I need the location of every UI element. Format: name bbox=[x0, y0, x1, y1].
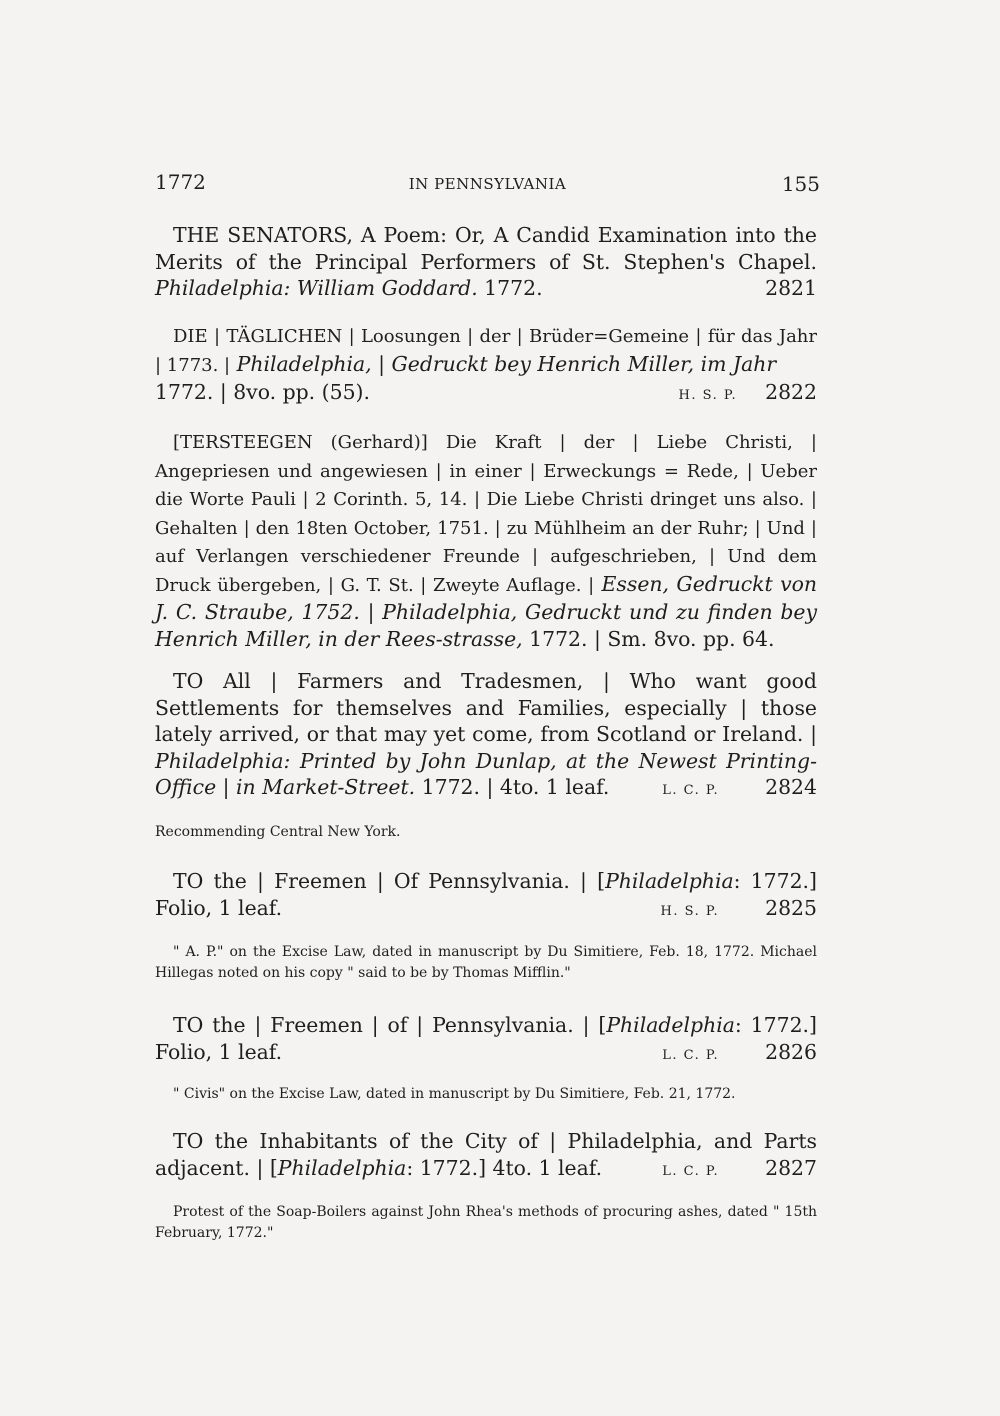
entry-number: 2824 bbox=[765, 775, 817, 799]
entry-2827 bbox=[155, 1128, 817, 1185]
entry-imprint: Philadelphia bbox=[277, 1155, 407, 1180]
entry-text: TO the | Freemen | of | Pennsylvania. | [ bbox=[173, 1013, 607, 1037]
entry-number: 2827 bbox=[765, 1155, 817, 1180]
header-year: 1772 bbox=[155, 170, 206, 194]
entry-number: 2822 bbox=[765, 380, 817, 404]
entry-imprint: Philadelphia bbox=[605, 869, 734, 893]
entry-tail: 1772. | Sm. 8vo. pp. 64. bbox=[529, 626, 775, 651]
entry-2826 bbox=[155, 1012, 817, 1069]
entry-2822 bbox=[155, 322, 817, 410]
header-title: IN PENNSYLVANIA bbox=[408, 175, 567, 193]
entry-text: [TERSTEEGEN (Gerhard)] Die Kraft | der | Liebe Christi, | Angepriesen und angewiesen | in einer | Erweckungs = Rede, | Ueber die Worte Pauli | 2 Corinth. 5, 14. | Die Liebe Christi dringet uns also. | Gehalten | den 18ten October, 1751. | zu Mühlheim an der Ruhr; | Und | auf Verlangen verschiedener Freunde | aufgeschrieben, | Und dem Druck übergeben, | G. T. St. | Zweyte Auflage. | bbox=[155, 432, 817, 596]
entry-imprint: Philadelphia: Printed by John Dunlap, at the Newest Printing-Office | in Market-Street. bbox=[155, 748, 817, 799]
location-code: L. C. P. bbox=[662, 1163, 720, 1179]
entry-2825 bbox=[155, 868, 817, 925]
running-header bbox=[155, 170, 820, 200]
entry-imprint: Essen, Gedruckt von J. C. Straube, 1752. | Philadelphia, Gedruckt und zu finden bey Henrich Miller, in der Rees-strasse, bbox=[155, 571, 817, 651]
location-code: H. S. P. bbox=[660, 903, 720, 919]
entry-2821 bbox=[155, 222, 817, 302]
note-2826: " Civis" on the Excise Law, dated in manuscript by Du Simitiere, Feb. 21, 1772. bbox=[173, 1086, 736, 1102]
entry-imprint: Philadelphia: William Goddard. bbox=[155, 276, 478, 300]
entry-text: TO the | Freemen | Of Pennsylvania. | [ bbox=[173, 869, 606, 893]
entry-tail: : 1772.] 4to. 1 leaf. bbox=[406, 1155, 603, 1180]
entry-2824 bbox=[155, 668, 817, 805]
note-2827: Protest of the Soap-Boilers against John Rhea's methods of procuring ashes, dated " 15th February, 1772." bbox=[155, 1204, 817, 1241]
entry-number: 2826 bbox=[765, 1039, 817, 1064]
entry-text: DIE | TÄGLICHEN | Loosungen | der | Brüder=Gemeine | für das Jahr | 1773. | bbox=[155, 326, 817, 376]
entry-text: THE SENATORS, A Poem: Or, A Candid Examination into the Merits of the Principal Performers of St. Stephen's Chapel. bbox=[155, 223, 817, 274]
entry-tersteegen bbox=[155, 428, 817, 652]
location-code: H. S. P. bbox=[678, 388, 738, 403]
note-2825: " A. P." on the Excise Law, dated in manuscript by Du Simitiere, Feb. 18, 1772. Michael Hillegas noted on his copy " said to be by Thomas Mifflin." bbox=[155, 944, 817, 981]
page-number: 155 bbox=[781, 172, 820, 196]
location-code: L. C. P. bbox=[662, 783, 720, 798]
entry-number: 2825 bbox=[765, 895, 817, 920]
entry-text: TO All | Farmers and Tradesmen, | Who want good Settlements for themselves and Families, especially | those lately arrived, or that may yet come, from Scotland or Ireland. | bbox=[155, 669, 817, 746]
entry-tail: 1772. bbox=[484, 276, 543, 300]
entry-tail: : 1772.] Folio, 1 leaf. bbox=[155, 869, 817, 920]
note-2824: Recommending Central New York. bbox=[155, 824, 401, 840]
entry-imprint: Philadelphia bbox=[606, 1013, 735, 1037]
entry-tail: 1772. | 8vo. pp. (55). bbox=[155, 380, 370, 404]
entry-tail: : 1772.] Folio, 1 leaf. bbox=[155, 1013, 817, 1064]
entry-number: 2821 bbox=[765, 276, 817, 300]
location-code: L. C. P. bbox=[662, 1047, 720, 1063]
entry-text: TO the Inhabitants of the City of | Philadelphia, and Parts adjacent. | [ bbox=[155, 1129, 817, 1180]
entry-imprint: Philadelphia, | Gedruckt bey Henrich Miller, im Jahr bbox=[236, 351, 777, 376]
entry-tail: 1772. | 4to. 1 leaf. bbox=[421, 775, 610, 799]
